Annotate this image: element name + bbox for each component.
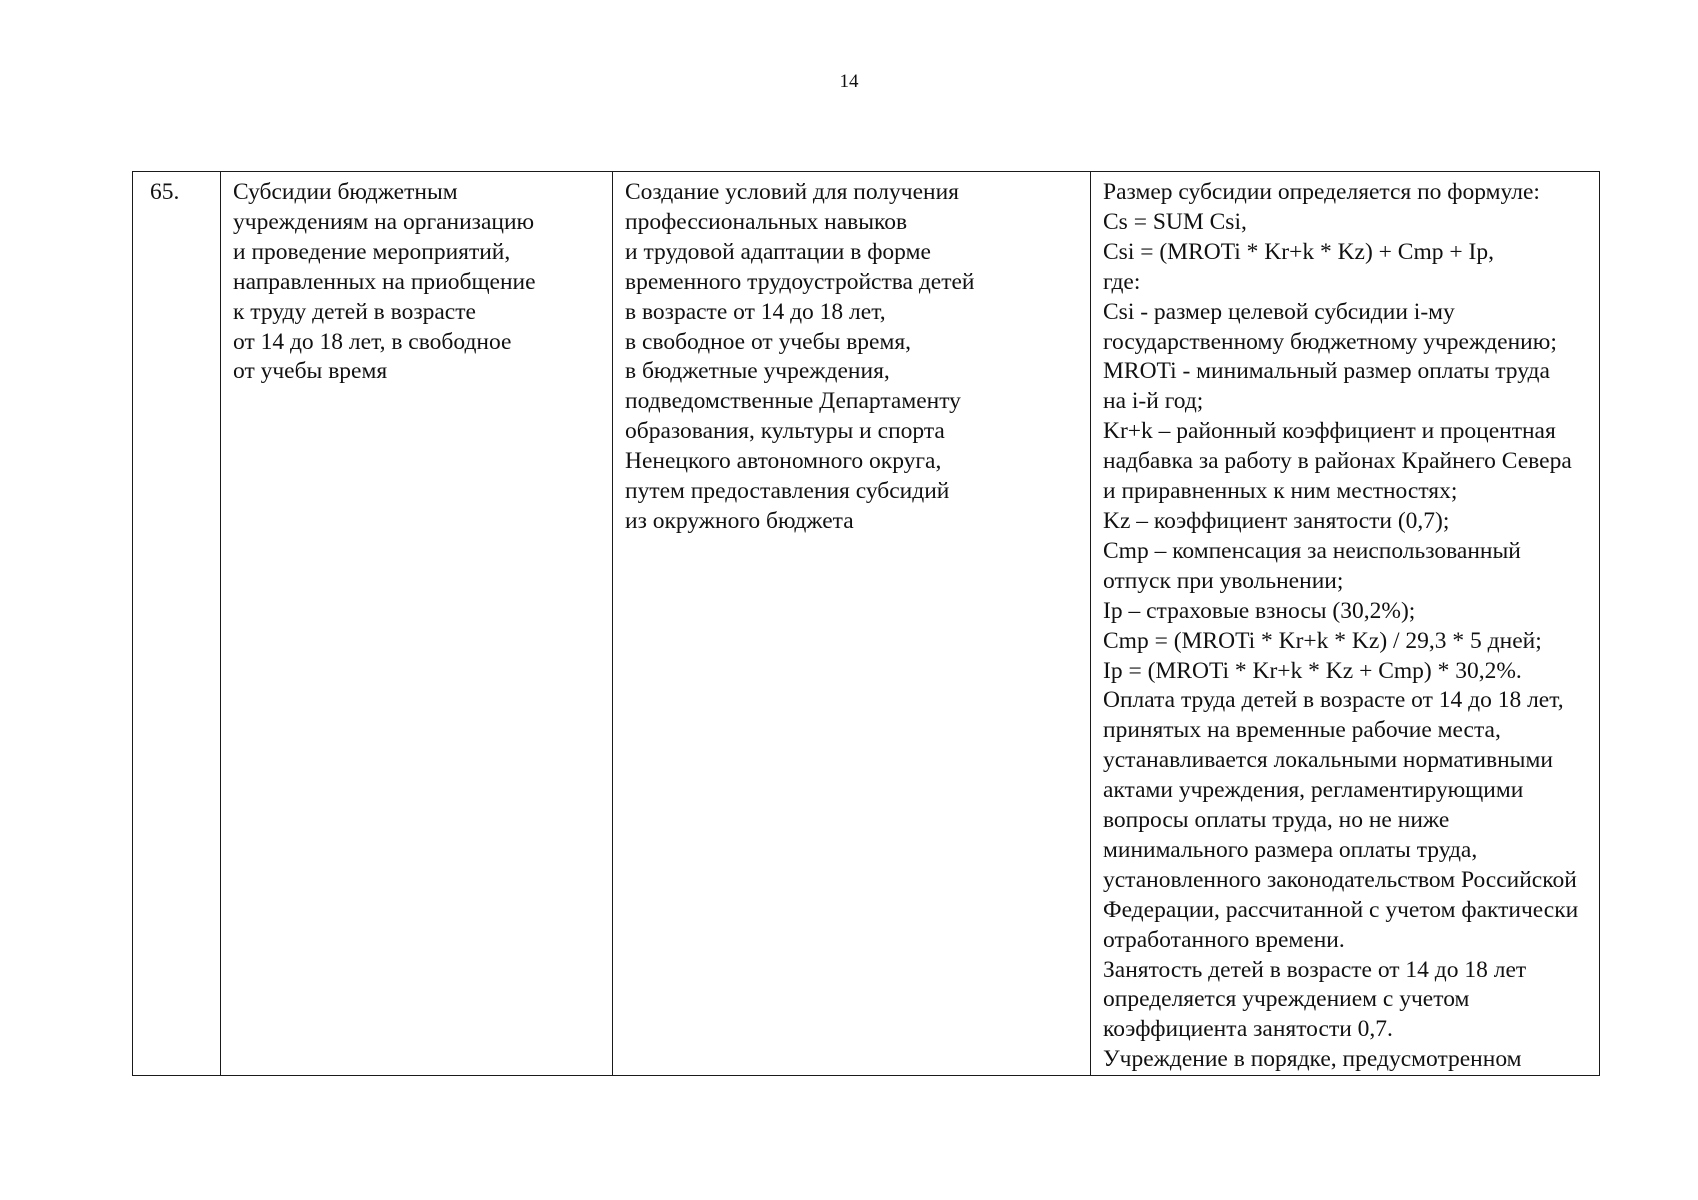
calculation-method-line: коэффициента занятости 0,7.	[1103, 1016, 1393, 1043]
table-row	[133, 172, 1600, 1076]
calculation-method-line: государственному бюджетному учреждению;	[1103, 328, 1557, 355]
subsidy-name-cell	[221, 172, 613, 1076]
subsidy-purpose-text	[625, 178, 1083, 537]
subsidy-purpose-line: Ненецкого автономного округа,	[625, 448, 942, 475]
calculation-method-line: Kz – коэффициент занятости (0,7);	[1103, 507, 1450, 534]
subsidy-purpose-line: в бюджетные учреждения,	[625, 358, 890, 385]
subsidy-name-text	[233, 178, 605, 387]
calculation-method-line: где:	[1103, 268, 1141, 295]
subsidy-name-line: от 14 до 18 лет, в свободное	[233, 328, 512, 355]
subsidy-name-line: Субсидии бюджетным	[233, 179, 458, 205]
calculation-method-line: актами учреждения, регламентирующими	[1103, 777, 1524, 804]
calculation-method-line: установленного законодательством Российской	[1103, 866, 1577, 893]
subsidy-purpose-line: в свободное от учебы время,	[625, 328, 912, 355]
subsidy-name-line: направленных на приобщение	[233, 268, 536, 295]
subsidy-name-line: и проведение мероприятий,	[233, 238, 511, 265]
calculation-method-line: Cs = SUM Csi,	[1103, 208, 1247, 235]
subsidy-purpose-line: временного трудоустройства детей	[625, 268, 975, 295]
subsidy-table	[132, 171, 1600, 1076]
subsidy-purpose-line: из окружного бюджета	[625, 507, 854, 534]
subsidy-purpose-line: образования, культуры и спорта	[625, 418, 945, 445]
calculation-method-line: Занятость детей в возрасте от 14 до 18 лет	[1103, 956, 1527, 983]
subsidy-name-line: от учебы время	[233, 358, 388, 385]
calculation-method-line: определяется учреждением с учетом	[1103, 986, 1470, 1013]
subsidy-purpose-line: и трудовой адаптации в форме	[625, 238, 931, 265]
calculation-method-line: на i-й год;	[1103, 388, 1204, 415]
calculation-method-line: Ip – страховые взносы (30,2%);	[1103, 597, 1416, 624]
calculation-method-line: и приравненных к ним местностях;	[1103, 478, 1458, 505]
subsidy-purpose-line: профессиональных навыков	[625, 208, 908, 235]
row-number: 65.	[150, 179, 180, 205]
subsidy-purpose-line: подведомственные Департаменту	[625, 388, 961, 415]
page-number: 14	[839, 71, 859, 92]
subsidy-purpose-line: путем предоставления субсидий	[625, 478, 950, 505]
calculation-method-line: Csi - размер целевой субсидии i-му	[1103, 298, 1455, 325]
calculation-method-line: Учреждение в порядке, предусмотренном	[1103, 1046, 1522, 1073]
calculation-method-line: Размер субсидии определяется по формуле:	[1103, 179, 1540, 205]
row-number-cell	[133, 172, 221, 1076]
calculation-method-line: Оплата труда детей в возрасте от 14 до 18 лет,	[1103, 687, 1564, 714]
calculation-method-line: отработанного времени.	[1103, 926, 1345, 953]
calculation-method-line: Csi = (MROTi * Kr+k * Kz) + Cmp + Ip,	[1103, 238, 1494, 265]
calculation-method-line: вопросы оплаты труда, но не ниже	[1103, 807, 1450, 834]
calculation-method-line: отпуск при увольнении;	[1103, 567, 1344, 594]
calculation-method-line: минимального размера оплаты труда,	[1103, 836, 1478, 863]
calculation-method-line: Ip = (MROTi * Kr+k * Kz + Cmp) * 30,2%.	[1103, 657, 1522, 684]
subsidy-purpose-line: Создание условий для получения	[625, 179, 959, 205]
calculation-method-line: Cmp – компенсация за неиспользованный	[1103, 537, 1521, 564]
subsidy-purpose-cell	[613, 172, 1091, 1076]
calculation-method-line: Федерации, рассчитанной с учетом фактически	[1103, 896, 1579, 923]
calculation-method-line: Cmp = (MROTi * Kr+k * Kz) / 29,3 * 5 дней;	[1103, 627, 1542, 654]
calculation-method-line: Kr+k – районный коэффициент и процентная	[1103, 418, 1556, 445]
calculation-method-line: устанавливается локальными нормативными	[1103, 747, 1553, 774]
calculation-method-cell	[1091, 172, 1600, 1076]
calculation-method-line: принятых на временные рабочие места,	[1103, 717, 1501, 744]
subsidy-name-line: учреждениям на организацию	[233, 208, 535, 235]
calculation-method-line: надбавка за работу в районах Крайнего Севера	[1103, 448, 1572, 475]
calculation-method-line: MROTi - минимальный размер оплаты труда	[1103, 358, 1550, 385]
subsidy-purpose-line: в возрасте от 14 до 18 лет,	[625, 298, 886, 325]
subsidy-name-line: к труду детей в возрасте	[233, 298, 476, 325]
calculation-method-text	[1103, 178, 1595, 1075]
